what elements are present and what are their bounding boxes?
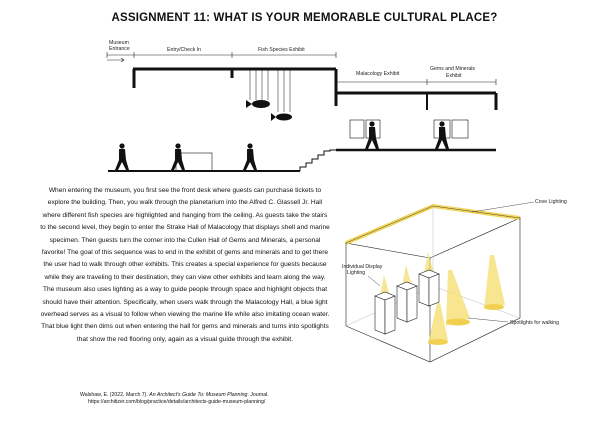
citation-suffix: . Journal. bbox=[247, 392, 269, 398]
label-gems-2: Exhibit bbox=[446, 73, 462, 79]
label-individual-display-1: Individual Display bbox=[342, 264, 383, 270]
citation-title: An Architect's Guide To: Museum Planning bbox=[149, 392, 248, 398]
label-cove-lighting: Cove Lighting bbox=[535, 199, 567, 205]
citation bbox=[80, 392, 340, 406]
label-entry-checkin: Entry/Check In bbox=[167, 47, 202, 53]
label-malacology: Malacology Exhibit bbox=[356, 71, 400, 77]
label-museum-entrance-2: Entrance bbox=[109, 46, 130, 52]
citation-prefix: Walshaw, E. (2022, March 7). bbox=[80, 392, 150, 398]
citation-url[interactable]: https://architizer.com/blog/practice/details/architects-guide-museum-planning/ bbox=[88, 399, 266, 405]
page-title: ASSIGNMENT 11: WHAT IS YOUR MEMORABLE CULTURAL PLACE? bbox=[111, 12, 498, 24]
perspective-lighting-diagram bbox=[342, 199, 567, 362]
label-individual-display-2: Lighting bbox=[347, 270, 366, 276]
fish-icon bbox=[246, 100, 292, 121]
body-paragraph: When entering the museum, you first see the front desk where guests can purchase tickets to explore the building. Then, you walk through the planetarium into the Alfred C. Glassell Jr. Hall where different fish species are highlighted and hanging from the ceiling. As guests take the stairs to the second level, they begin to enter the Strake Hall of Malacology that displays shell and marine specimen. Then guests turn the corner into the Cullen Hall of Gems and Minerals, a personal favorite! The goal of this sequence was to end in the exhibit of gems and minerals and to get there the user had to walk through other exhibits. This creates a special experience for guests because while they are traveling to their destination, they can view other exhibits and learn along the way. The museum also uses lighting as a way to guide people through space and highlight objects that should have their attention. Specifically, when users walk through the Malacology Hall, a blue light overhead serves as a visual to follow when viewing the marine life while also imitating ocean water. That blue light then dims out when entering the hall for gems and minerals and turns into spotlights that show the red flooring only, again as a visual guide through the exhibit. bbox=[40, 187, 330, 343]
building-structure bbox=[108, 69, 496, 171]
label-fish-species: Fish Species Exhibit bbox=[258, 47, 305, 53]
label-spotlights: Spotlights for walking bbox=[510, 320, 560, 326]
label-museum-entrance-1: Museum bbox=[109, 40, 129, 46]
label-gems-1: Gems and Minerals bbox=[430, 66, 475, 72]
person-icon bbox=[115, 121, 449, 170]
